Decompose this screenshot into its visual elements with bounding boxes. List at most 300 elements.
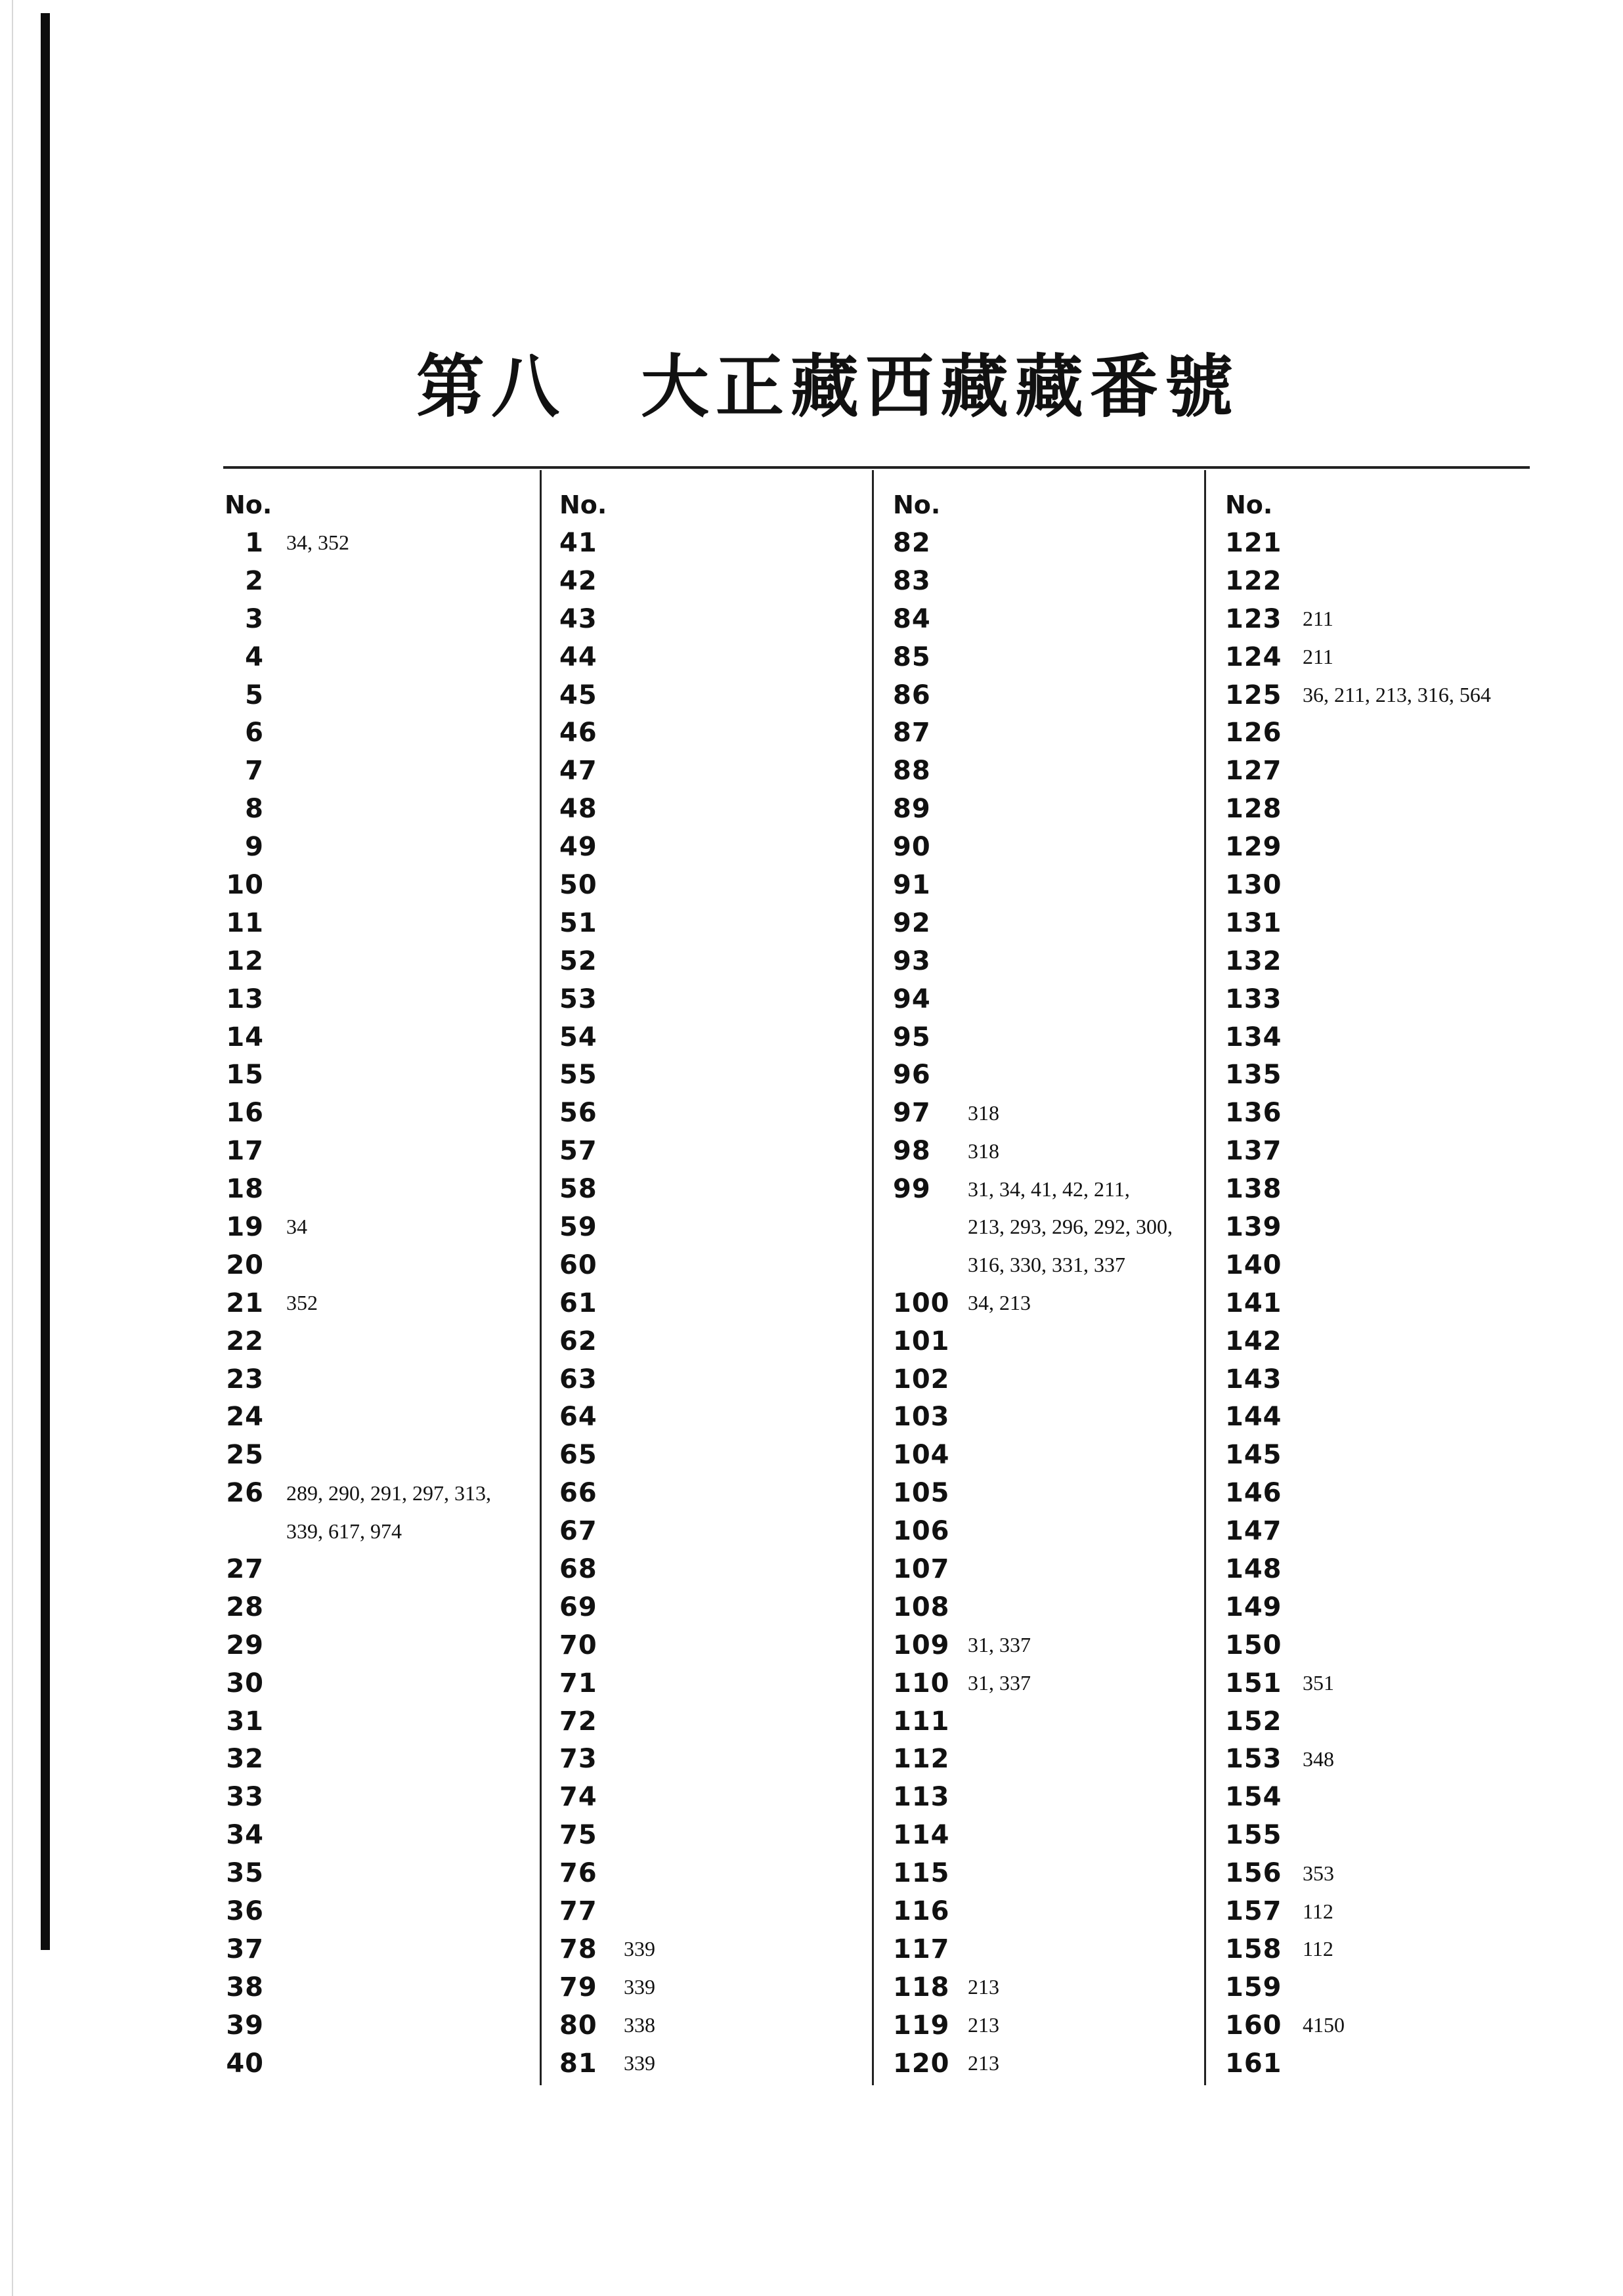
index-row <box>1225 638 1491 676</box>
entry-number: 26 <box>226 1478 264 1509</box>
entry-number: 103 <box>893 1402 950 1433</box>
entry-number: 93 <box>893 945 931 976</box>
entry-number: 128 <box>1225 794 1282 825</box>
entry-number: 100 <box>893 1288 950 1318</box>
entry-number: 122 <box>1225 565 1282 596</box>
entry-number: 129 <box>1225 832 1282 863</box>
index-row <box>559 2006 655 2045</box>
index-row <box>893 1360 1173 1398</box>
index-row <box>1225 1930 1491 1968</box>
entry-number: 121 <box>1225 527 1282 558</box>
entry-number: 133 <box>1225 984 1282 1014</box>
index-row <box>559 1741 655 1779</box>
index-row <box>225 1322 491 1360</box>
entry-number: 74 <box>559 1782 597 1813</box>
entry-number: 116 <box>893 1896 950 1926</box>
entry-number: 123 <box>1225 603 1282 634</box>
index-row <box>559 1170 655 1208</box>
entry-number: 65 <box>559 1440 597 1471</box>
index-row <box>893 1930 1173 1968</box>
entry-number: 72 <box>559 1706 597 1737</box>
entry-number: 67 <box>559 1516 597 1547</box>
tibetan-references: 213, 293, 296, 292, 300, <box>968 1215 1173 1239</box>
entry-number: 71 <box>559 1668 597 1699</box>
index-row <box>1225 904 1491 942</box>
entry-number: 149 <box>1225 1592 1282 1622</box>
entry-number: 55 <box>559 1060 597 1091</box>
index-row <box>559 1664 655 1702</box>
entry-number: 25 <box>226 1440 264 1471</box>
entry-number: 110 <box>893 1668 950 1699</box>
entry-number: 144 <box>1225 1402 1282 1433</box>
index-row <box>893 790 1173 828</box>
entry-number: 57 <box>559 1136 597 1167</box>
index-row <box>1225 1664 1491 1702</box>
index-row <box>225 1436 491 1474</box>
index-row <box>559 1854 655 1892</box>
entry-number: 4 <box>245 641 264 672</box>
column-divider <box>1204 470 1206 2085</box>
index-row <box>893 1170 1173 1208</box>
index-row <box>559 714 655 752</box>
entry-number: 117 <box>893 1934 950 1964</box>
index-row <box>893 904 1173 942</box>
index-row <box>893 676 1173 714</box>
entry-number: 70 <box>559 1630 597 1660</box>
index-row <box>225 676 491 714</box>
entry-number: 8 <box>245 794 264 825</box>
entry-number: 81 <box>559 2048 597 2079</box>
tibetan-references: 36, 211, 213, 316, 564 <box>1303 683 1491 706</box>
index-row-continuation <box>893 1208 1173 1246</box>
index-row <box>559 1512 655 1550</box>
entry-number: 146 <box>1225 1478 1282 1509</box>
index-row <box>225 1626 491 1664</box>
column-header: No. <box>559 490 607 519</box>
index-row <box>225 1930 491 1968</box>
entry-number: 52 <box>559 945 597 976</box>
index-row <box>893 1968 1173 2006</box>
index-row <box>559 638 655 676</box>
index-column-1 <box>225 486 491 2083</box>
index-row <box>893 866 1173 904</box>
entry-number: 37 <box>226 1934 264 1964</box>
entry-number: 84 <box>893 603 931 634</box>
index-row <box>225 1398 491 1436</box>
index-row <box>559 752 655 790</box>
entry-number: 64 <box>559 1402 597 1433</box>
entry-number: 69 <box>559 1592 597 1622</box>
index-row <box>1225 1246 1491 1284</box>
entry-number: 82 <box>893 527 931 558</box>
index-row <box>1225 524 1491 562</box>
index-row <box>225 638 491 676</box>
entry-number: 119 <box>893 2010 950 2041</box>
entry-number: 10 <box>226 869 264 900</box>
entry-number: 59 <box>559 1211 597 1242</box>
index-row <box>893 714 1173 752</box>
index-row <box>559 1246 655 1284</box>
entry-number: 42 <box>559 565 597 596</box>
column-header: No. <box>225 490 272 519</box>
entry-number: 24 <box>226 1402 264 1433</box>
index-row <box>893 1626 1173 1664</box>
entry-number: 41 <box>559 527 597 558</box>
index-row <box>893 2006 1173 2045</box>
entry-number: 1 <box>245 527 264 558</box>
index-row <box>1225 1170 1491 1208</box>
index-row <box>559 1550 655 1588</box>
entry-number: 49 <box>559 832 597 863</box>
index-row <box>893 1778 1173 1816</box>
index-row <box>893 1322 1173 1360</box>
page-title: 第八 大正藏西藏藏番號 <box>416 346 1240 427</box>
index-row <box>559 1930 655 1968</box>
table-top-rule <box>223 466 1530 469</box>
index-row <box>1225 1892 1491 1930</box>
tibetan-references: 339 <box>624 1937 655 1961</box>
entry-number: 127 <box>1225 756 1282 787</box>
index-row <box>893 1056 1173 1094</box>
index-row <box>1225 1550 1491 1588</box>
entry-number: 91 <box>893 869 931 900</box>
entry-number: 138 <box>1225 1174 1282 1205</box>
index-row <box>559 828 655 866</box>
index-row <box>1225 1968 1491 2006</box>
index-row <box>893 1741 1173 1779</box>
tibetan-references: 211 <box>1303 607 1333 631</box>
entry-number: 109 <box>893 1630 950 1660</box>
index-row <box>225 752 491 790</box>
tibetan-references: 339 <box>624 2051 655 2075</box>
index-row <box>893 980 1173 1018</box>
entry-number: 12 <box>226 945 264 976</box>
entry-number: 23 <box>226 1364 264 1395</box>
index-row <box>1225 714 1491 752</box>
tibetan-references: 339, 617, 974 <box>286 1519 402 1543</box>
index-row <box>559 2045 655 2083</box>
index-row <box>1225 1512 1491 1550</box>
tibetan-references: 316, 330, 331, 337 <box>968 1253 1125 1277</box>
entry-number: 126 <box>1225 718 1282 748</box>
index-column-2 <box>559 486 655 2083</box>
index-row <box>225 1741 491 1779</box>
entry-number: 29 <box>226 1630 264 1660</box>
entry-number: 33 <box>226 1782 264 1813</box>
entry-number: 3 <box>245 603 264 634</box>
index-column-3 <box>893 486 1173 2083</box>
tibetan-references: 318 <box>968 1138 999 1163</box>
index-row <box>893 1664 1173 1702</box>
entry-number: 39 <box>226 2010 264 2041</box>
entry-number: 111 <box>893 1706 950 1737</box>
entry-number: 97 <box>893 1098 931 1129</box>
index-row <box>225 904 491 942</box>
index-row <box>893 1588 1173 1626</box>
entry-number: 53 <box>559 984 597 1014</box>
tibetan-references: 213 <box>968 1975 999 1999</box>
tibetan-references: 34, 352 <box>286 531 349 555</box>
index-row <box>559 1702 655 1741</box>
index-row <box>1225 1702 1491 1741</box>
entry-number: 45 <box>559 680 597 710</box>
entry-number: 147 <box>1225 1516 1282 1547</box>
entry-number: 54 <box>559 1022 597 1052</box>
index-row <box>559 866 655 904</box>
index-row <box>559 1398 655 1436</box>
entry-number: 124 <box>1225 641 1282 672</box>
index-row <box>225 1474 491 1512</box>
index-row <box>893 600 1173 638</box>
index-row <box>893 1702 1173 1741</box>
entry-number: 38 <box>226 1972 264 2003</box>
index-row <box>1225 676 1491 714</box>
tibetan-references: 338 <box>624 2013 655 2037</box>
index-row <box>1225 1322 1491 1360</box>
entry-number: 9 <box>245 832 264 863</box>
entry-number: 73 <box>559 1744 597 1775</box>
entry-number: 88 <box>893 756 931 787</box>
index-row <box>893 1854 1173 1892</box>
tibetan-references: 34 <box>286 1215 307 1239</box>
entry-number: 75 <box>559 1820 597 1851</box>
index-row <box>893 752 1173 790</box>
index-row-continuation <box>225 1512 491 1550</box>
entry-number: 31 <box>226 1706 264 1737</box>
index-row <box>893 1550 1173 1588</box>
entry-number: 48 <box>559 794 597 825</box>
entry-number: 112 <box>893 1744 950 1775</box>
index-row <box>559 676 655 714</box>
entry-number: 47 <box>559 756 597 787</box>
index-row <box>225 1284 491 1322</box>
entry-number: 34 <box>226 1820 264 1851</box>
index-row <box>225 790 491 828</box>
entry-number: 13 <box>226 984 264 1014</box>
index-row <box>225 1056 491 1094</box>
index-row <box>1225 1094 1491 1132</box>
index-row <box>559 904 655 942</box>
entry-number: 118 <box>893 1972 950 2003</box>
index-row <box>559 1132 655 1170</box>
entry-number: 7 <box>245 756 264 787</box>
index-row <box>225 828 491 866</box>
entry-number: 43 <box>559 603 597 634</box>
entry-number: 20 <box>226 1249 264 1280</box>
index-row <box>225 1778 491 1816</box>
index-row <box>559 600 655 638</box>
index-row <box>893 1512 1173 1550</box>
index-row <box>225 1588 491 1626</box>
index-row <box>1225 1208 1491 1246</box>
entry-number: 148 <box>1225 1553 1282 1584</box>
tibetan-references: 31, 337 <box>968 1671 1031 1695</box>
entry-number: 105 <box>893 1478 950 1509</box>
entry-number: 62 <box>559 1326 597 1356</box>
index-row <box>559 1322 655 1360</box>
entry-number: 86 <box>893 680 931 710</box>
index-row <box>893 1094 1173 1132</box>
index-row <box>559 1436 655 1474</box>
entry-number: 108 <box>893 1592 950 1622</box>
entry-number: 6 <box>245 718 264 748</box>
index-row <box>225 1208 491 1246</box>
entry-number: 154 <box>1225 1782 1282 1813</box>
index-row <box>225 2045 491 2083</box>
index-row <box>893 524 1173 562</box>
index-row <box>225 562 491 600</box>
entry-number: 89 <box>893 794 931 825</box>
entry-number: 159 <box>1225 1972 1282 2003</box>
entry-number: 36 <box>226 1896 264 1926</box>
index-row <box>225 1094 491 1132</box>
entry-number: 113 <box>893 1782 950 1813</box>
tibetan-references: 112 <box>1303 1937 1333 1961</box>
tibetan-references: 339 <box>624 1975 655 1999</box>
index-row <box>1225 1436 1491 1474</box>
entry-number: 35 <box>226 1858 264 1889</box>
entry-number: 76 <box>559 1858 597 1889</box>
index-row <box>893 1436 1173 1474</box>
index-row <box>225 524 491 562</box>
entry-number: 114 <box>893 1820 950 1851</box>
index-row <box>1225 2045 1491 2083</box>
entry-number: 61 <box>559 1288 597 1318</box>
entry-number: 14 <box>226 1022 264 1052</box>
index-row <box>559 1284 655 1322</box>
index-row <box>893 1284 1173 1322</box>
tibetan-references: 351 <box>1303 1671 1334 1695</box>
entry-number: 152 <box>1225 1706 1282 1737</box>
index-row <box>1225 752 1491 790</box>
index-row <box>225 1246 491 1284</box>
entry-number: 66 <box>559 1478 597 1509</box>
entry-number: 68 <box>559 1553 597 1584</box>
entry-number: 96 <box>893 1060 931 1091</box>
tibetan-references: 289, 290, 291, 297, 313, <box>286 1481 491 1505</box>
index-row <box>893 1132 1173 1170</box>
tibetan-references: 213 <box>968 2013 999 2037</box>
entry-number: 145 <box>1225 1440 1282 1471</box>
entry-number: 46 <box>559 718 597 748</box>
index-row <box>1225 2006 1491 2045</box>
tibetan-references: 211 <box>1303 645 1333 669</box>
index-row <box>559 1816 655 1854</box>
index-row <box>1225 600 1491 638</box>
entry-number: 94 <box>893 984 931 1014</box>
index-row <box>1225 1854 1491 1892</box>
index-row <box>559 790 655 828</box>
page-binding-edge <box>41 13 50 1950</box>
index-row <box>893 1398 1173 1436</box>
tibetan-references: 4150 <box>1303 2013 1345 2037</box>
entry-number: 83 <box>893 565 931 596</box>
index-row <box>559 1208 655 1246</box>
entry-number: 87 <box>893 718 931 748</box>
entry-number: 98 <box>893 1136 931 1167</box>
index-row <box>559 942 655 980</box>
column-divider <box>540 470 542 2085</box>
entry-number: 40 <box>226 2048 264 2079</box>
entry-number: 153 <box>1225 1744 1282 1775</box>
index-row <box>1225 828 1491 866</box>
entry-number: 85 <box>893 641 931 672</box>
entry-number: 79 <box>559 1972 597 2003</box>
index-row <box>225 980 491 1018</box>
index-row <box>559 1968 655 2006</box>
entry-number: 155 <box>1225 1820 1282 1851</box>
tibetan-references: 213 <box>968 2051 999 2075</box>
index-row <box>559 524 655 562</box>
index-row <box>225 1550 491 1588</box>
entry-number: 120 <box>893 2048 950 2079</box>
index-row <box>1225 562 1491 600</box>
entry-number: 137 <box>1225 1136 1282 1167</box>
tibetan-references: 31, 337 <box>968 1633 1031 1657</box>
index-row <box>1225 790 1491 828</box>
index-row-continuation <box>893 1246 1173 1284</box>
entry-number: 125 <box>1225 680 1282 710</box>
tibetan-references: 353 <box>1303 1861 1334 1885</box>
index-row <box>225 1816 491 1854</box>
index-row <box>1225 1474 1491 1512</box>
tibetan-references: 352 <box>286 1291 318 1315</box>
index-row <box>1225 1588 1491 1626</box>
entry-number: 21 <box>226 1288 264 1318</box>
entry-number: 30 <box>226 1668 264 1699</box>
index-row <box>893 1816 1173 1854</box>
index-row <box>893 2045 1173 2083</box>
index-row <box>225 1702 491 1741</box>
entry-number: 19 <box>226 1211 264 1242</box>
entry-number: 157 <box>1225 1896 1282 1926</box>
entry-number: 77 <box>559 1896 597 1926</box>
entry-number: 136 <box>1225 1098 1282 1129</box>
index-row <box>559 1018 655 1056</box>
index-row <box>1225 1360 1491 1398</box>
tibetan-references: 318 <box>968 1100 999 1125</box>
entry-number: 32 <box>226 1744 264 1775</box>
index-row <box>559 1360 655 1398</box>
entry-number: 44 <box>559 641 597 672</box>
index-row <box>559 1588 655 1626</box>
tibetan-references: 34, 213 <box>968 1291 1031 1315</box>
index-row <box>225 1664 491 1702</box>
index-row <box>1225 866 1491 904</box>
entry-number: 92 <box>893 907 931 938</box>
index-row <box>1225 1816 1491 1854</box>
entry-number: 141 <box>1225 1288 1282 1318</box>
entry-number: 104 <box>893 1440 950 1471</box>
entry-number: 11 <box>226 907 264 938</box>
entry-number: 56 <box>559 1098 597 1129</box>
index-row <box>559 562 655 600</box>
index-row <box>225 1360 491 1398</box>
entry-number: 140 <box>1225 1249 1282 1280</box>
entry-number: 60 <box>559 1249 597 1280</box>
index-row <box>225 714 491 752</box>
entry-number: 50 <box>559 869 597 900</box>
index-row <box>1225 1056 1491 1094</box>
entry-number: 135 <box>1225 1060 1282 1091</box>
entry-number: 5 <box>245 680 264 710</box>
index-row <box>225 2006 491 2045</box>
entry-number: 143 <box>1225 1364 1282 1395</box>
index-row <box>225 1018 491 1056</box>
index-row <box>1225 1398 1491 1436</box>
entry-number: 101 <box>893 1326 950 1356</box>
entry-number: 131 <box>1225 907 1282 938</box>
